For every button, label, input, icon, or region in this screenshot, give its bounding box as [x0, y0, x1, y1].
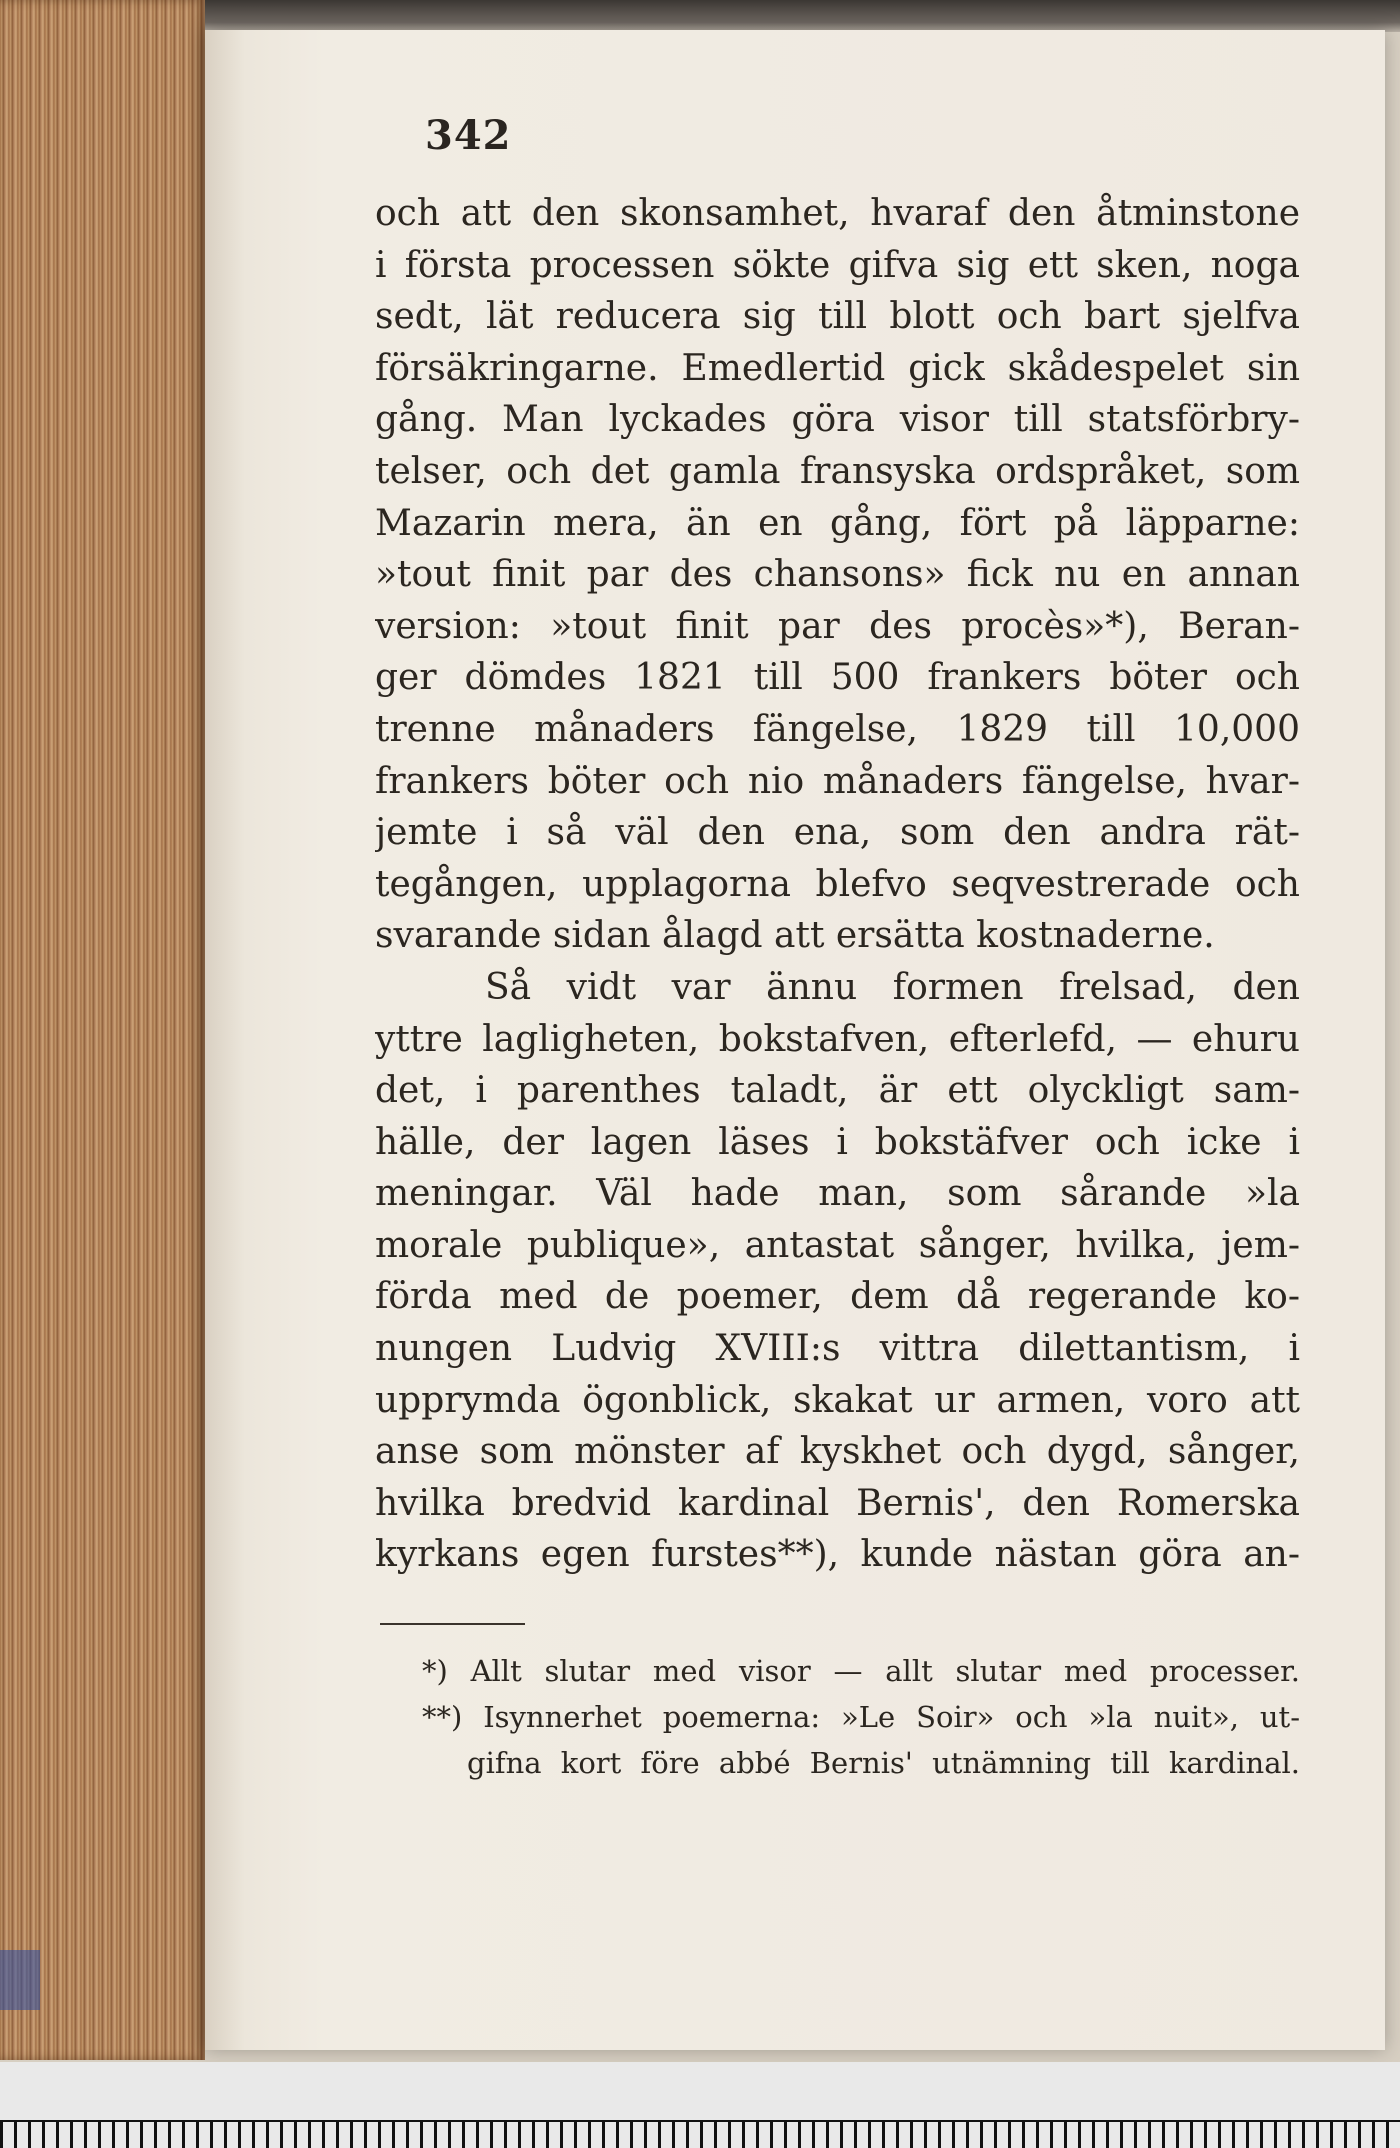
text-line: tegången, upplagorna blefvo seqvestrerade och — [375, 863, 1300, 905]
text-line: yttre lagligheten, bokstafven, efterlefd, — ehuru — [375, 1018, 1300, 1060]
text-line: morale publique», antastat sånger, hvilka, jem- — [375, 1224, 1300, 1266]
text-line: anse som mönster af kyskhet och dygd, sånger, — [375, 1431, 1300, 1473]
text-line: meningar. Väl hade man, som sårande »la — [375, 1173, 1300, 1215]
text-line: hvilka bredvid kardinal Bernis', den Romerska — [375, 1482, 1300, 1524]
text-line: kyrkans egen furstes**), kunde nästan göra an- — [375, 1534, 1300, 1576]
text-line: svarande sidan ålagd att ersätta kostnaderne. — [375, 915, 1215, 957]
text-line: telser, och det gamla fransyska ordspråket, som — [375, 450, 1300, 492]
footnote-rule — [380, 1623, 525, 1625]
text-line: frankers böter och nio månaders fängelse, hvar- — [375, 760, 1300, 802]
footnote-line: gifna kort före abbé Bernis' utnämning till kardinal. — [467, 1746, 1300, 1780]
text-line: förda med de poemer, dem då regerande ko- — [375, 1276, 1300, 1318]
text-line: »tout finit par des chansons» fick nu en annan — [375, 554, 1300, 596]
scan-ruler — [0, 2062, 1400, 2148]
text-line: sedt, lät reducera sig till blott och bart sjelfva — [375, 296, 1300, 338]
text-line: och att den skonsamhet, hvaraf den åtminstone — [375, 193, 1300, 234]
text-line: Mazarin mera, än en gång, fört på läpparne: — [375, 502, 1300, 544]
text-line: nungen Ludvig XVIII:s vittra dilettantism, i — [375, 1328, 1300, 1370]
text-line: version: »tout finit par des procès»*), Beran- — [375, 605, 1300, 647]
footnote-line: **) Isynnerhet poemerna: »Le Soir» och »la nuit», ut- — [422, 1700, 1300, 1734]
text-line: ger dömdes 1821 till 500 frankers böter och — [375, 657, 1300, 699]
book-page-edges — [0, 0, 205, 2060]
footnotes — [422, 1648, 1300, 1786]
text-line: hälle, der lagen läses i bokstäfver och icke i — [375, 1121, 1300, 1163]
body-text — [375, 188, 1300, 1581]
top-page-edge — [205, 0, 1400, 32]
text-line: gång. Man lyckades göra visor till statsförbry- — [375, 399, 1300, 441]
text-line: det, i parenthes taladt, är ett olyckligt sam- — [375, 1070, 1300, 1112]
ruler-ticks — [0, 2122, 1400, 2148]
text-line: i första processen sökte gifva sig ett sken, noga — [375, 244, 1300, 286]
text-line: trenne månaders fängelse, 1829 till 10,000 — [375, 708, 1300, 750]
text-line: jemte i så väl den ena, som den andra rät- — [375, 812, 1300, 854]
page-number: 342 — [425, 112, 512, 159]
text-line: Så vidt var ännu formen frelsad, den — [485, 966, 1300, 1008]
footnote-line: *) Allt slutar med visor — allt slutar med processer. — [422, 1654, 1300, 1688]
text-line: upprymda ögonblick, skakat ur armen, voro att — [375, 1379, 1300, 1421]
text-line: försäkringarne. Emedlertid gick skådespelet sin — [375, 347, 1300, 389]
